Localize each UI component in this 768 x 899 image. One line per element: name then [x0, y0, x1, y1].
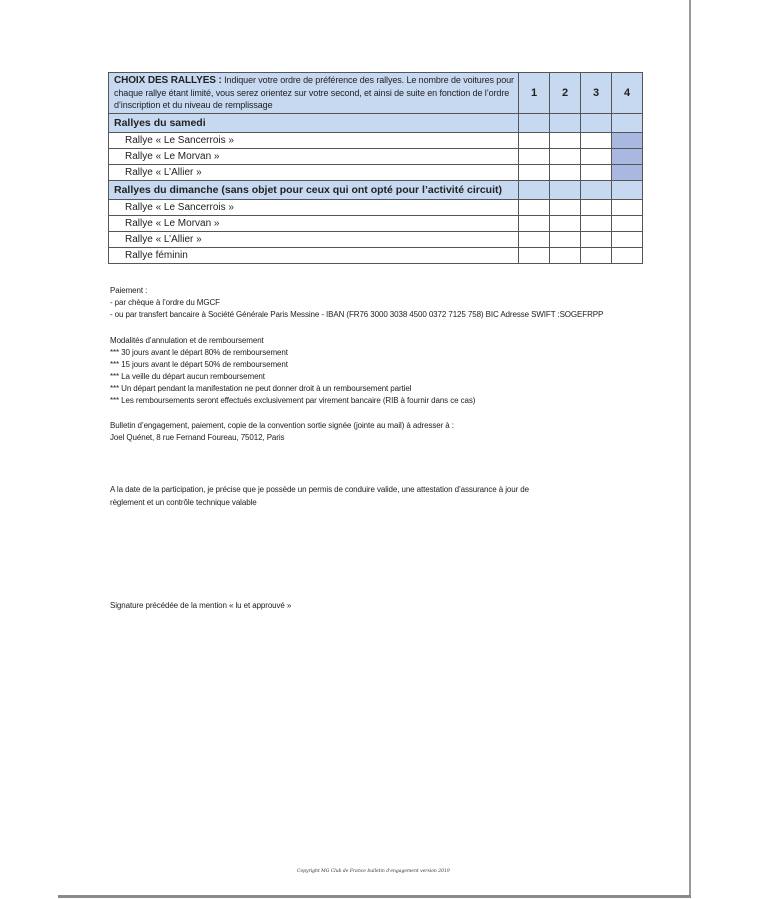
choice-cell-3[interactable] — [581, 149, 612, 165]
page-edge — [689, 0, 691, 897]
signature-label: Signature précédée de la mention « lu et approuvé » — [110, 601, 292, 610]
column-header-2: 2 — [550, 73, 581, 114]
table-row — [109, 200, 643, 216]
choice-cell-4[interactable] — [612, 200, 643, 216]
rally-label: Rallye « Le Morvan » — [109, 216, 519, 232]
choice-cell — [581, 181, 612, 200]
address-line: Joel Quénet, 8 rue Fernand Foureau, 75012, Paris — [110, 433, 285, 442]
choice-cell-1[interactable] — [519, 232, 550, 248]
cancellation-title: Modalités d’annulation et de remboursement — [110, 336, 264, 345]
table-row — [109, 216, 643, 232]
rally-label: Rallye « Le Sancerrois » — [109, 133, 519, 149]
choice-cell-2[interactable] — [550, 216, 581, 232]
choice-cell-2[interactable] — [550, 149, 581, 165]
table-row — [109, 165, 643, 181]
choice-cell-4-disabled — [612, 149, 643, 165]
choice-cell — [612, 181, 643, 200]
choice-cell-1[interactable] — [519, 248, 550, 264]
choice-cell-2[interactable] — [550, 165, 581, 181]
choice-cell — [550, 114, 581, 133]
cancellation-line: *** 30 jours avant le départ 80% de remboursement — [110, 348, 288, 357]
choice-cell-4-disabled — [612, 165, 643, 181]
table-header-description — [109, 73, 519, 114]
rally-label: Rallye féminin — [109, 248, 519, 264]
choice-cell-3[interactable] — [581, 200, 612, 216]
choice-cell — [519, 114, 550, 133]
declaration-line: règlement et un contrôle technique valable — [110, 498, 257, 507]
choice-cell-3[interactable] — [581, 232, 612, 248]
payment-line: - ou par transfert bancaire à Société Générale Paris Messine - IBAN (FR76 3000 3038 4500 0372 7125 758) BIC Adresse SWIFT :SOGEFRPP — [110, 310, 604, 319]
choice-cell-2[interactable] — [550, 232, 581, 248]
table-row — [109, 248, 643, 264]
choice-cell-3[interactable] — [581, 133, 612, 149]
choice-cell-1[interactable] — [519, 200, 550, 216]
section-row-saturday — [109, 114, 643, 133]
declaration-line: A la date de la participation, je précise que je possède un permis de conduire valide, une attestation d’assurance à jour de — [110, 485, 529, 494]
choice-cell — [519, 181, 550, 200]
choice-cell-3[interactable] — [581, 165, 612, 181]
table-row — [109, 133, 643, 149]
choice-cell-4[interactable] — [612, 248, 643, 264]
choice-cell-1[interactable] — [519, 133, 550, 149]
rally-label: Rallye « Le Morvan » — [109, 149, 519, 165]
table-header-row — [109, 73, 643, 114]
rally-label: Rallye « L’Allier » — [109, 232, 519, 248]
choice-cell-1[interactable] — [519, 216, 550, 232]
rally-label: Rallye « L’Allier » — [109, 165, 519, 181]
copyright-footer: Copyright MG Club de France bulletin d'engagement version 2019 — [297, 869, 450, 874]
rally-label: Rallye « Le Sancerrois » — [109, 200, 519, 216]
choice-cell-3[interactable] — [581, 216, 612, 232]
cancellation-line: *** Un départ pendant la manifestation ne peut donner droit à un remboursement partiel — [110, 384, 412, 393]
choice-cell-2[interactable] — [550, 133, 581, 149]
column-header-4: 4 — [612, 73, 643, 114]
choice-cell-1[interactable] — [519, 149, 550, 165]
choice-cell — [581, 114, 612, 133]
choice-cell-4-disabled — [612, 133, 643, 149]
page-edge — [58, 895, 691, 898]
choice-cell-2[interactable] — [550, 248, 581, 264]
section-label-sunday: Rallyes du dimanche (sans objet pour ceux qui ont opté pour l’activité circuit) — [109, 181, 519, 200]
table-row — [109, 232, 643, 248]
rally-choice-table — [108, 72, 643, 264]
table-title: CHOIX DES RALLYES : — [114, 75, 222, 86]
section-row-sunday — [109, 181, 643, 200]
payment-title: Paiement : — [110, 286, 148, 295]
section-label-saturday: Rallyes du samedi — [109, 114, 519, 133]
choice-cell-1[interactable] — [519, 165, 550, 181]
cancellation-line: *** La veille du départ aucun remboursement — [110, 372, 265, 381]
column-header-3: 3 — [581, 73, 612, 114]
choice-cell-4[interactable] — [612, 232, 643, 248]
address-instruction: Bulletin d’engagement, paiement, copie de la convention sortie signée (jointe au mail) à adresser à : — [110, 421, 454, 430]
table-instructions: Indiquer votre ordre de préférence des rallyes. Le nombre de voitures pour chaque rallye étant limité, vous serez orientez sur votre second, et ainsi de suite en fonction de l’ordre d’inscription et du niveau de remplissage — [114, 75, 514, 110]
cancellation-line: *** Les remboursements seront effectués exclusivement par virement bancaire (RIB à fournir dans ce cas) — [110, 396, 476, 405]
choice-cell — [612, 114, 643, 133]
payment-line: - par chèque à l’ordre du MGCF — [110, 298, 220, 307]
column-header-1: 1 — [519, 73, 550, 114]
choice-cell-2[interactable] — [550, 200, 581, 216]
choice-cell-4[interactable] — [612, 216, 643, 232]
choice-cell-3[interactable] — [581, 248, 612, 264]
cancellation-line: *** 15 jours avant le départ 50% de remboursement — [110, 360, 288, 369]
table-row — [109, 149, 643, 165]
choice-cell — [550, 181, 581, 200]
